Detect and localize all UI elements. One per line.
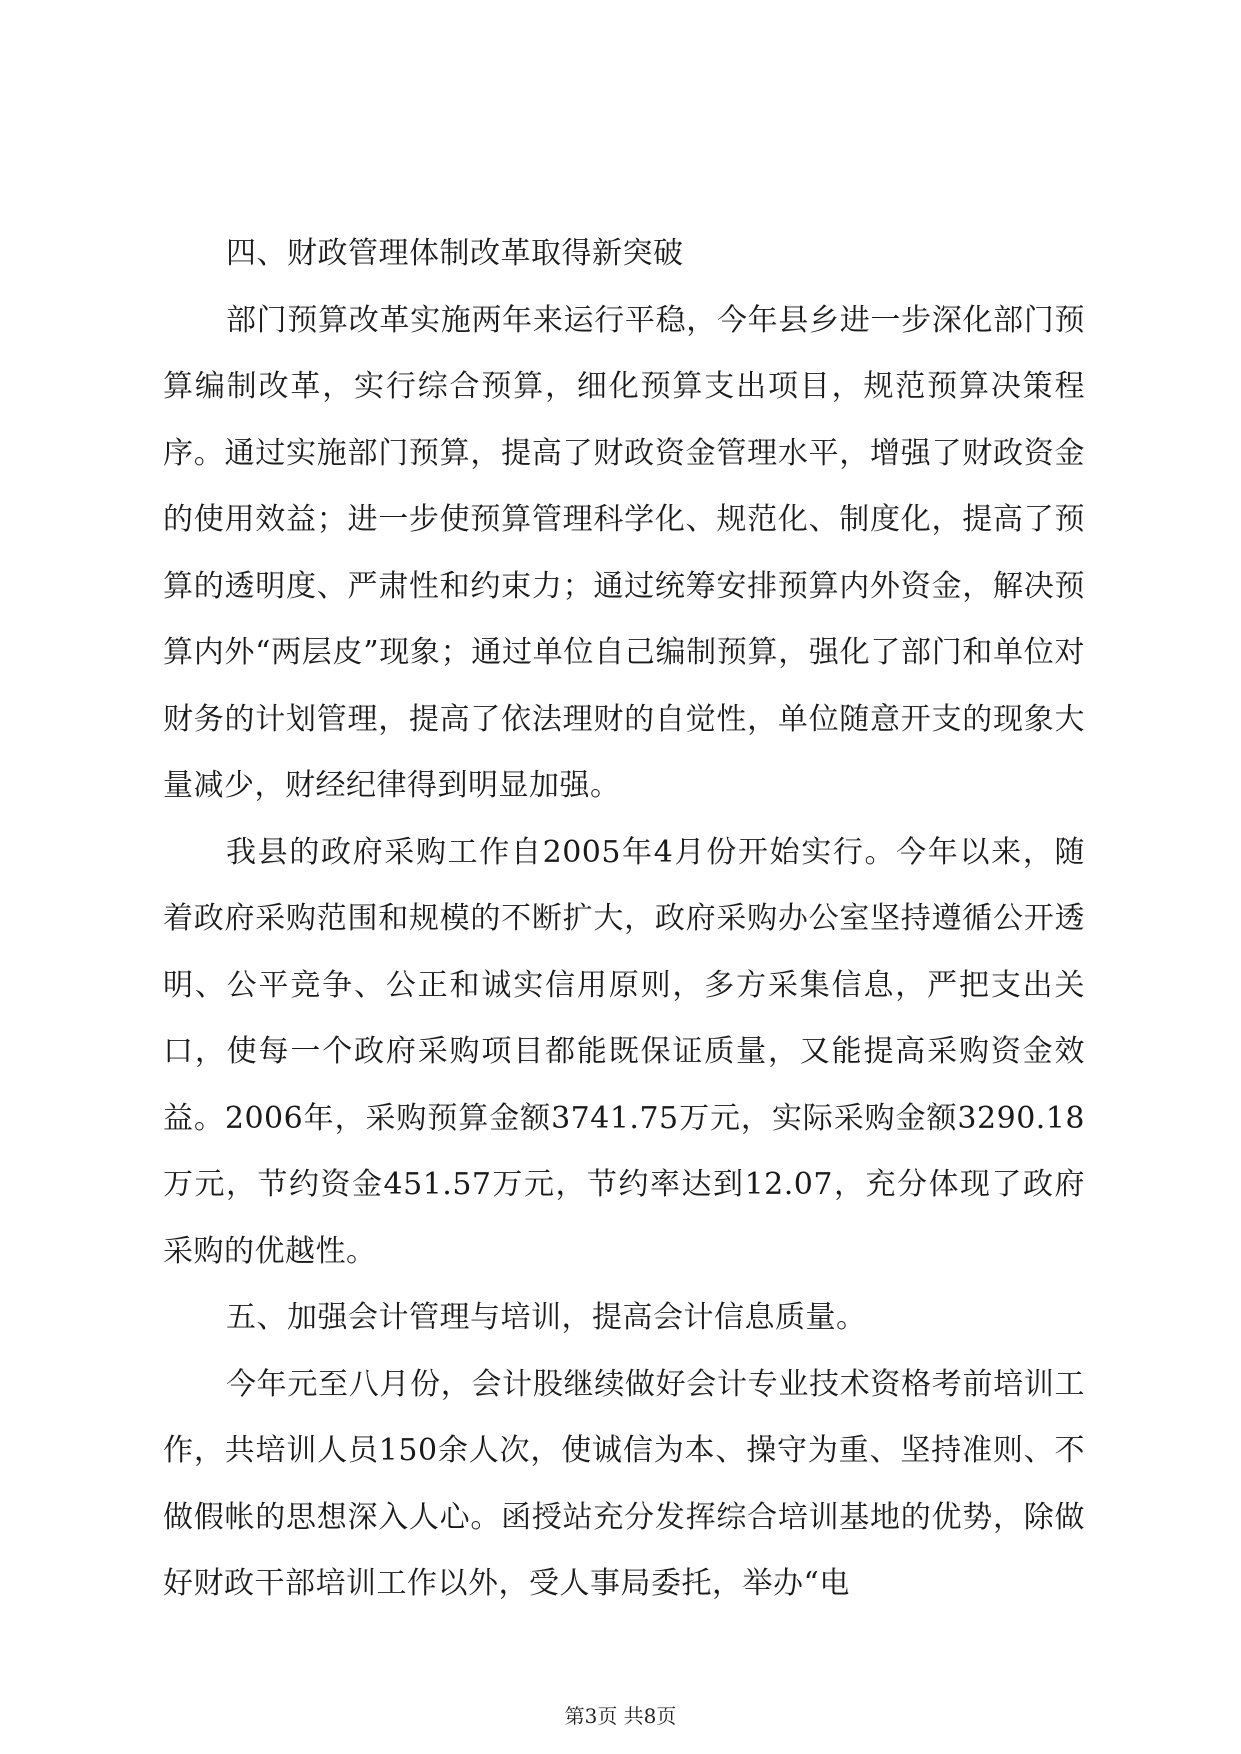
- page-footer: 第3页 共8页: [564, 1704, 677, 1728]
- paragraph-accounting-training: 今年元至八月份，会计股继续做好会计专业技术资格考前培训工作，共培训人员150余人次，使诚信为本、操守为重、坚持准则、不做假帐的思想深入人心。函授站充分发挥综合培训基地的优势，除做好财政干部培训工作以外，受人事局委托，举办“电: [163, 1366, 1085, 1601]
- paragraph-department-budget: 部门预算改革实施两年来运行平稳，今年县乡进一步深化部门预算编制改革，实行综合预算，细化预算支出项目，规范预算决策程序。通过实施部门预算，提高了财政资金管理水平，增强了财政资金的使用效益；进一步使预算管理科学化、规范化、制度化，提高了预算的透明度、严肃性和约束力；通过统筹安排预算内外资金，解决预算内外“两层皮”现象；通过单位自己编制预算，强化了部门和单位对财务的计划管理，提高了依法理财的自觉性，单位随意开支的现象大量减少，财经纪律得到明显加强。: [163, 302, 1085, 803]
- section-heading-5: 五、加强会计管理与培训，提高会计信息质量。: [226, 1300, 867, 1335]
- paragraph-government-procurement: 我县的政府采购工作自2005年4月份开始实行。今年以来，随着政府采购范围和规模的不断扩大，政府采购办公室坚持遵循公开透明、公平竞争、公正和诚实信用原则，多方采集信息，严把支出关口，使每一个政府采购项目都能既保证质量，又能提高采购资金效益。2006年，采购预算金额3741.75万元，实际采购金额3290.18万元，节约资金451.57万元，节约率达到12.07，充分体现了政府采购的优越性。: [163, 834, 1085, 1269]
- section-heading-4: 四、财政管理体制改革取得新突破: [226, 236, 684, 271]
- document-body: [163, 221, 1085, 1618]
